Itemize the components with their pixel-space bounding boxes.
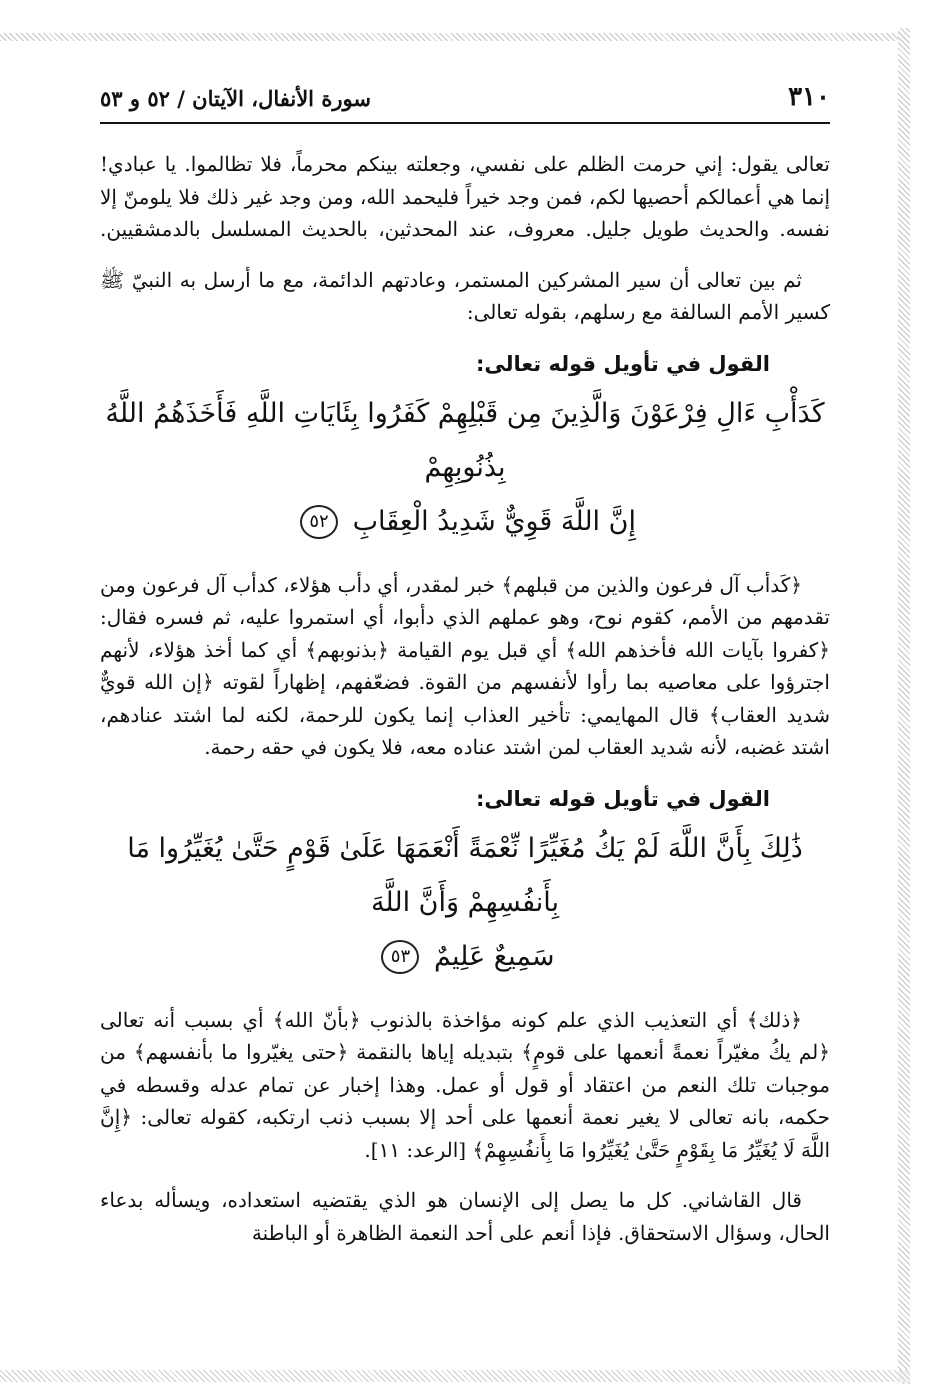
page-body (100, 148, 830, 1267)
verse-number-52: ٥٢ (300, 505, 338, 539)
verse-52-text: إِنَّ اللَّهَ قَوِيٌّ شَدِيدُ الْعِقَابِ (352, 505, 636, 537)
section-heading-1: القول في تأويل قوله تعالى: (476, 351, 770, 376)
quran-verse-52 (100, 387, 830, 549)
paragraph-hadith-end: تعالى يقول: إني حرمت الظلم على نفسي، وجعلته بينكم محرماً، فلا تظالموا. يا عبادي! إنما هي أعمالكم أحصيها لكم، فمن وجد خيراً فليحمد الله، ومن وجد غير ذلك فلا يلومنّ إلا نفسه. والحديث طويل جليل. معروف، عند المحدثين، بالحديث المسلسل بالدمشقيين. (100, 152, 830, 241)
verse-53-line-1: ذَٰلِكَ بِأَنَّ اللَّهَ لَمْ يَكُ مُغَيِّرًا نِّعْمَةً أَنْعَمَهَا عَلَىٰ قَوْمٍ حَتَّىٰ يُغَيِّرُوا مَا بِأَنفُسِهِمْ وَأَنَّ اللَّهَ (127, 832, 803, 918)
decorative-border-top (0, 33, 905, 41)
header-divider (100, 122, 830, 124)
paragraph-intro: ثم بين تعالى أن سير المشركين المستمر، وعادتهم الدائمة، مع ما أرسل به النبيّ ﷺ كسير الأمم السالفة مع رسلهم، بقوله تعالى: (100, 267, 830, 324)
verse-52-line-1: كَدَأْبِ ءَالِ فِرْعَوْنَ وَالَّذِينَ مِن قَبْلِهِمْ كَفَرُوا بِئَايَاتِ اللَّهِ فَأَخَذَهُمُ اللَّهُ بِذُنُوبِهِمْ (105, 397, 825, 483)
section-heading-2: القول في تأويل قوله تعالى: (476, 786, 770, 811)
verse-53-line-2 (100, 930, 830, 984)
paragraph-tafsir-52: ﴿كَدأب آل فرعون والذين من قبلهم﴾ خبر لمقدر، أي دأب هؤلاء، كدأب آل فرعون ومن تقدمهم من الأمم، كقوم نوح، وهو عملهم الذي دأبوا، أي استمروا عليه، ثم فسره فقال: ﴿كفروا بآيات الله فأخذهم الله﴾ أي قبل يوم القيامة ﴿بذنوبهم﴾ أي كما أخذ هؤلاء، لأنهم اجترؤوا على معاصيه بما رأوا لأنفسهم من القوة. فضعّفهم، إظهاراً لقوته ﴿إن الله قويٌّ شديد العقاب﴾ قال المهايمي: تأخير العذاب إنما يكون للرحمة، لكنه لما اشتد عنادهم، اشتد غضبه، لأنه شديد العقاب لمن اشتد عناده معه، فلا يكون في حقه رحمة. (100, 572, 830, 759)
page-header (100, 82, 830, 122)
verse-number-53: ٥٣ (381, 940, 419, 974)
verse-52-line-2 (100, 495, 830, 549)
paragraph-tafsir-53: ﴿ذلك﴾ أي التعذيب الذي علم كونه مؤاخذة بالذنوب ﴿بأنّ الله﴾ أي بسبب أنه تعالى ﴿لم يكُ مغيّراً نعمةً أنعمها على قومٍ﴾ بتبديله إياها بالنقمة ﴿حتى يغيّروا ما بأنفسهم﴾ من موجبات تلك النعم من اعتقاد أو قول أو عمل. وهذا إخبار عن تمام عدله وقسطه في حكمه، بانه تعالى لا يغير نعمة أنعمها على أحد إلا بسبب ذنب ارتكبه، كقوله تعالى: ﴿إِنَّ اللَّهَ لَا يُغَيِّرُ مَا بِقَوْمٍ حَتَّىٰ يُغَيِّرُوا مَا بِأَنفُسِهِمْ﴾ [الرعد: ١١]. (100, 1007, 830, 1162)
decorative-border-bottom (0, 1370, 910, 1382)
quran-verse-53 (100, 822, 830, 984)
surah-title: سورة الأنفال، الآيتان / ٥٢ و ٥٣ (100, 86, 371, 111)
decorative-border-right (898, 28, 910, 1384)
verse-53-text: سَمِيعٌ عَلِيمٌ (434, 940, 555, 972)
page-number: ٣١٠ (788, 82, 830, 112)
paragraph-qashani: قال القاشاني. كل ما يصل إلى الإنسان هو الذي يقتضيه استعداده، ويسأله بدعاء الحال، وسؤال الاستحقاق. فإذا أنعم على أحد النعمة الظاهرة أو الباطنة (100, 1188, 830, 1245)
